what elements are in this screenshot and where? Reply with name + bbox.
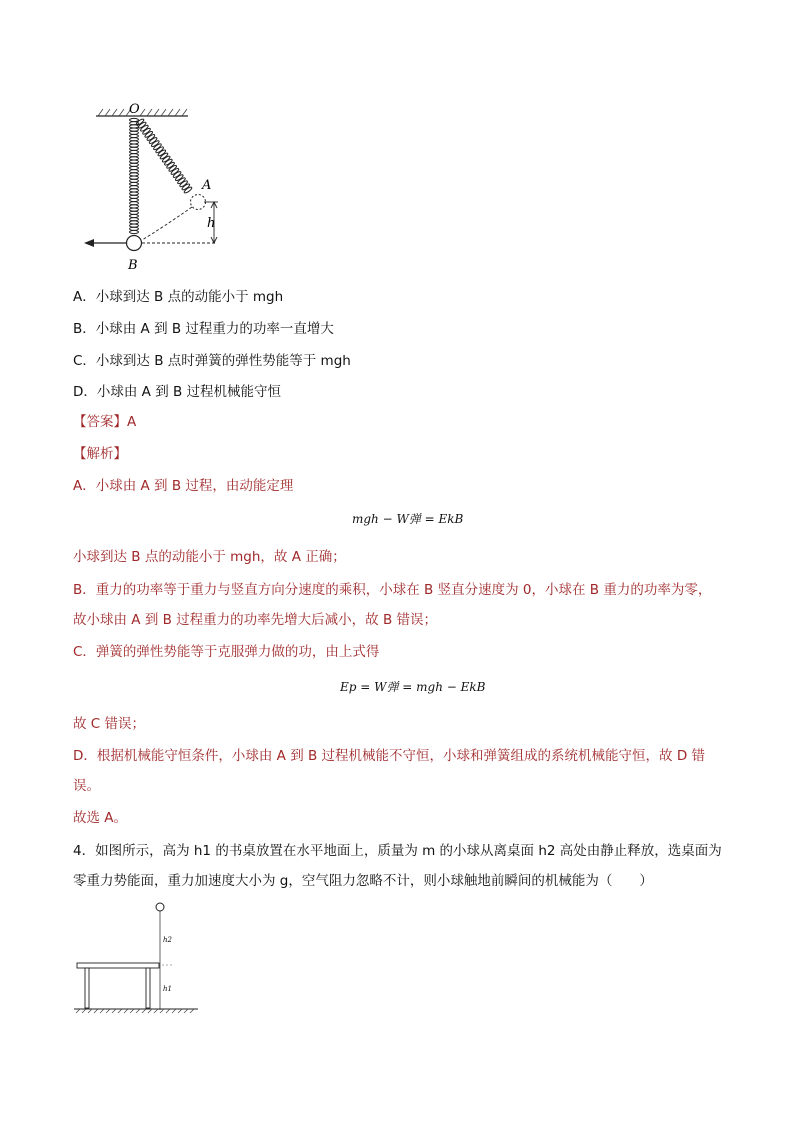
analysis-a-conclusion: 小球到达 B 点的动能小于 mgh，故 A 正确； <box>73 549 346 565</box>
answer-line: 【答案】A <box>73 414 137 430</box>
label-a: A <box>202 178 212 193</box>
desk-leg-left <box>85 968 89 1008</box>
analysis-final: 故选 A。 <box>73 810 128 826</box>
ceiling-hatch <box>98 109 187 116</box>
equation-1: mgh − W弹 = EkB <box>352 512 464 526</box>
label-b: B <box>128 258 138 273</box>
option-c: C．小球到达 B 点时弹簧的弹性势能等于 mgh <box>73 353 351 369</box>
label-h2: h2 <box>163 936 172 944</box>
analysis-heading: 【解析】 <box>73 446 127 462</box>
label-h: h <box>207 216 216 231</box>
label-h1: h1 <box>163 985 172 993</box>
analysis-a-line: A．小球由 A 到 B 过程，由动能定理 <box>73 478 294 494</box>
question-4-line-1: 4．如图所示，高为 h1 的书桌放置在水平地面上，质量为 m 的小球从离桌面 h2 高处由静止释放，选桌面为 <box>73 843 722 859</box>
analysis-b-line-2: 故小球由 A 到 B 过程重力的功率先增大后减小，故 B 错误； <box>73 612 438 628</box>
option-a: A．小球到达 B 点的动能小于 mgh <box>73 289 284 305</box>
ground-hatch <box>76 1009 194 1013</box>
desk-top <box>77 963 159 968</box>
ball <box>156 903 164 911</box>
analysis-c-line: C．弹簧的弹性势能等于克服弹力做的功，由上式得 <box>73 644 380 660</box>
analysis-d-line-1: D．根据机械能守恒条件，小球由 A 到 B 过程机械能不守恒，小球和弹簧组成的系统机械能守恒，故 D 错 <box>73 748 706 764</box>
analysis-d-line-2: 误。 <box>73 778 100 794</box>
label-o: O <box>129 102 140 117</box>
desk-figure <box>70 898 210 1018</box>
trajectory-arc <box>142 207 192 240</box>
ball-b <box>127 236 142 251</box>
desk-leg-right <box>146 968 150 1008</box>
question-4-line-2: 零重力势能面，重力加速度大小为 g，空气阻力忽略不计，则小球触地前瞬间的机械能为（ ） <box>73 873 653 889</box>
analysis-b-line-1: B．重力的功率等于重力与竖直方向分速度的乘积，小球在 B 竖直分速度为 0，小球在 B 重力的功率为零， <box>73 582 712 598</box>
option-b: B．小球由 A 到 B 过程重力的功率一直增大 <box>73 321 334 337</box>
option-d: D．小球由 A 到 B 过程机械能守恒 <box>73 384 282 400</box>
equation-2: Ep = W弹 = mgh − EkB <box>340 680 486 694</box>
diagonal-spring <box>135 118 192 194</box>
analysis-c-conclusion: 故 C 错误； <box>73 716 146 732</box>
ball-a-dashed <box>191 195 206 210</box>
spring-pendulum-figure <box>70 98 240 274</box>
spring-coil <box>130 230 139 233</box>
vertical-spring <box>130 118 139 233</box>
velocity-arrowhead <box>84 239 94 247</box>
